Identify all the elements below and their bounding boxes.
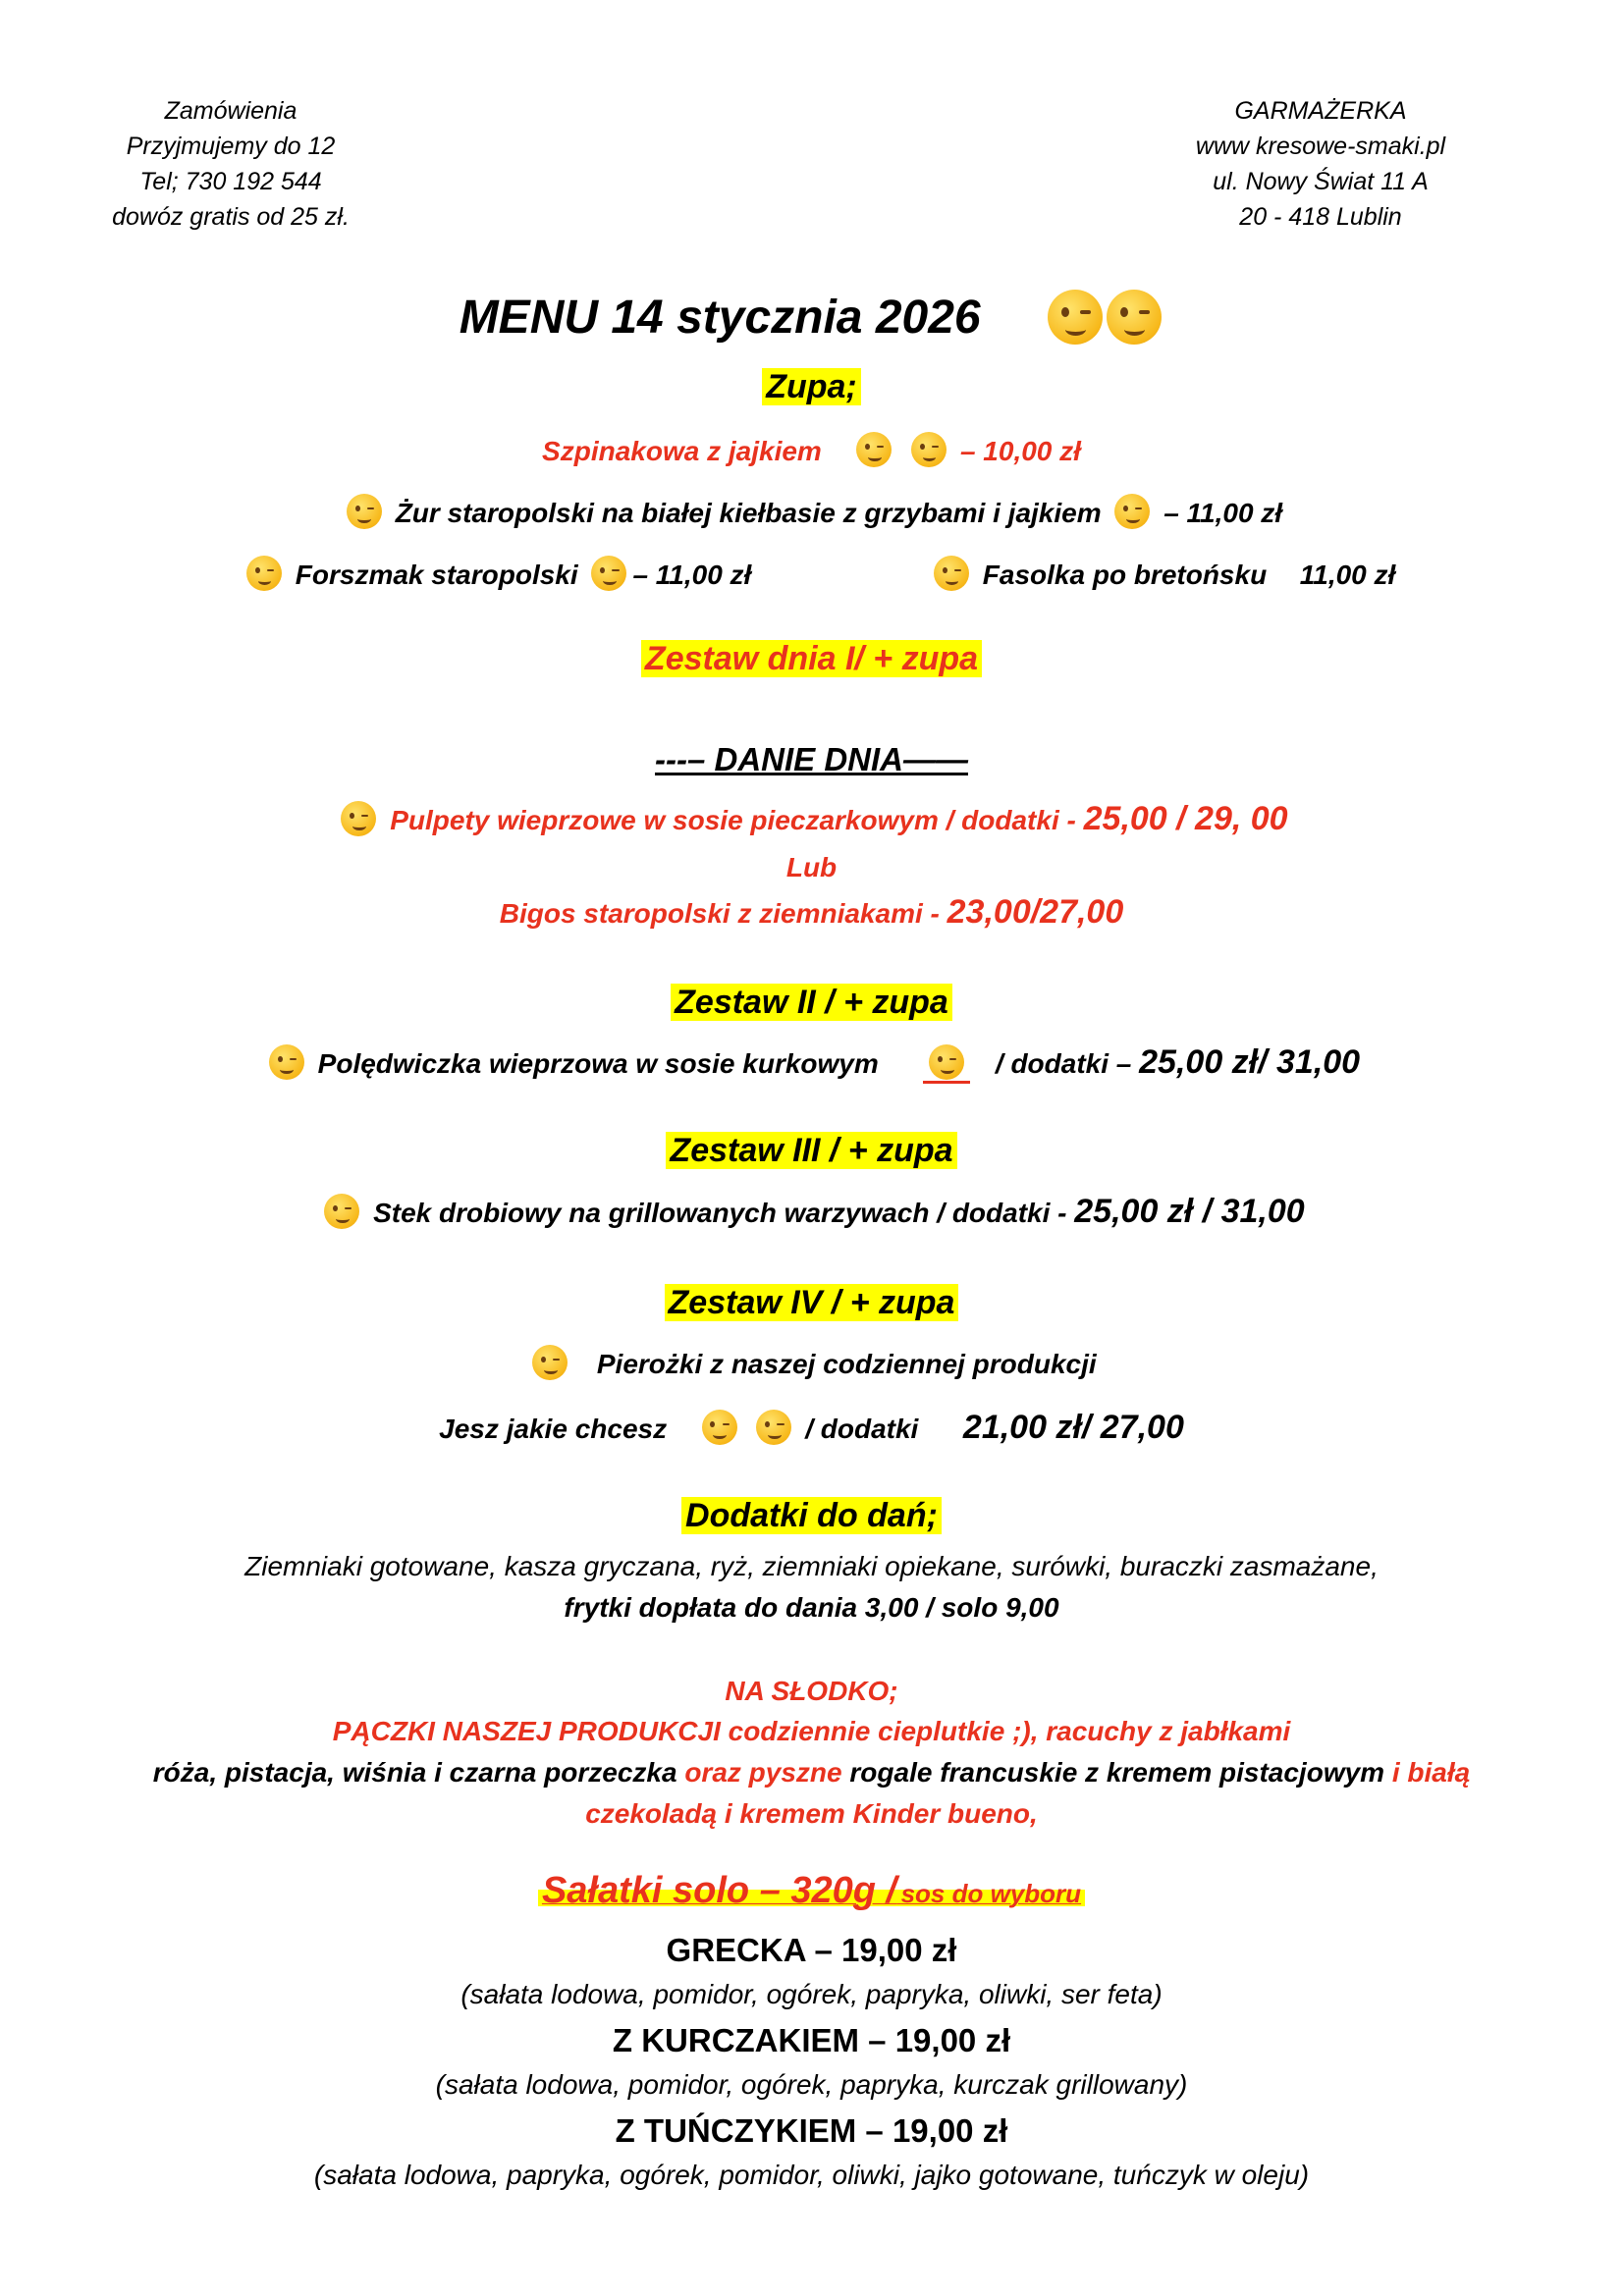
set-4-section [0, 1284, 1623, 1322]
salads-heading-sauce: sos do wyboru [900, 1879, 1082, 1908]
soup-item-szpinakowa [0, 432, 1623, 467]
item-name: Forszmak staropolski [295, 560, 578, 590]
set-1-item-pulpety [0, 800, 1623, 838]
salads-heading [538, 1870, 1085, 1911]
item-price: 25,00 / 29, 00 [1083, 800, 1288, 837]
item-name: Żur staropolski na białej kiełbasie z grzybami i jajkiem [395, 498, 1102, 528]
winking-face-icon [269, 1044, 304, 1080]
soup-heading: Zupa; [762, 368, 861, 405]
sides-surcharge: frytki dopłata do dania 3,00 / solo 9,00 [564, 1592, 1059, 1623]
winking-face-icon [324, 1194, 359, 1229]
sides-list: Ziemniaki gotowane, kasza gryczana, ryż, ziemniaki opiekane, surówki, buraczki zasmażane, [244, 1551, 1379, 1581]
sweets-heading: NA SŁODKO; [725, 1676, 898, 1706]
sweets-line-2 [0, 1757, 1623, 1789]
soup-item-zur [0, 494, 1623, 529]
item-name: Polędwiczka wieprzowa w sosie kurkowym [317, 1048, 879, 1079]
sweets-text: i białą [1391, 1757, 1471, 1788]
dish-of-the-day-heading: ---– DANIE DNIA—— [655, 741, 968, 777]
sweets-text: rogale francuskie z kremem pistacjowym [849, 1757, 1385, 1788]
soup-section [0, 368, 1623, 406]
set-4-heading: Zestaw IV / + zupa [665, 1284, 959, 1321]
item-extras: / dodatki [805, 1414, 919, 1444]
item-price: 25,00 zł/ 31,00 [1139, 1043, 1361, 1081]
winking-face-icon [934, 556, 969, 591]
item-price: 11,00 zł [1299, 560, 1396, 590]
item-name: Fasolka po bretońsku [982, 560, 1268, 590]
item-price: – 11,00 zł [1163, 498, 1283, 528]
salad-name: Z KURCZAKIEM – 19,00 zł [612, 2022, 1011, 2058]
salad-name: Z TUŃCZYKIEM – 19,00 zł [615, 2112, 1008, 2149]
order-info-line: Zamówienia [164, 97, 298, 125]
sweets-text: róża, pistacja, wiśnia i czarna porzeczka [152, 1757, 677, 1788]
item-name: Pierożki z naszej codziennej produkcji [596, 1349, 1097, 1379]
order-info-line: Tel; 730 192 544 [139, 168, 322, 195]
winking-face-icon [911, 432, 947, 467]
winking-face-icon [341, 801, 376, 836]
shop-info [1154, 93, 1488, 235]
or-label: Lub [785, 852, 838, 882]
order-info [88, 93, 373, 235]
item-name: Bigos staropolski z ziemniakami - [499, 898, 940, 929]
winking-face-icon [591, 556, 626, 591]
salad-description: (sałata lodowa, papryka, ogórek, pomidor, oliwki, jajko gotowane, tuńczyk w oleju) [313, 2160, 1310, 2190]
sides-section [0, 1497, 1623, 1535]
shop-city: 20 - 418 Lublin [1239, 203, 1402, 231]
order-info-line: dowóz gratis od 25 zł. [112, 203, 350, 231]
salad-description: (sałata lodowa, pomidor, ogórek, papryka, oliwki, ser feta) [460, 1979, 1163, 2009]
menu-title: MENU 14 stycznia 2026 [459, 292, 981, 344]
set-1-item-bigos [0, 893, 1623, 932]
item-price: 25,00 zł / 31,00 [1074, 1193, 1305, 1230]
shop-website: www kresowe-smaki.pl [1195, 133, 1446, 160]
sweets-text: oraz pyszne [684, 1757, 842, 1788]
item-price: – 10,00 zł [959, 436, 1081, 466]
menu-title-row [0, 290, 1623, 345]
sides-heading: Dodatki do dań; [681, 1497, 942, 1534]
winking-face-icon [347, 494, 382, 529]
winking-face-icon [702, 1410, 737, 1445]
sweets-line-1: PĄCZKI NASZEJ PRODUKCJI codziennie cieplutkie ;), racuchy z jabłkami [332, 1716, 1291, 1746]
salad-description: (sałata lodowa, pomidor, ogórek, papryka, kurczak grillowany) [435, 2069, 1188, 2100]
set-3-section [0, 1132, 1623, 1170]
winking-face-icon [246, 556, 282, 591]
set-2-heading: Zestaw II / + zupa [671, 984, 952, 1021]
salads-section [0, 1870, 1623, 1912]
set-1-heading: Zestaw dnia I/ + zupa [641, 640, 982, 677]
item-price: 23,00/27,00 [947, 893, 1124, 931]
winking-face-icon [756, 1410, 791, 1445]
set-3-heading: Zestaw III / + zupa [666, 1132, 956, 1169]
sweets-line-3: czekoladą i kremem Kinder bueno, [585, 1798, 1038, 1829]
winking-face-icon [1107, 290, 1162, 345]
shop-name: GARMAŻERKA [1234, 97, 1407, 125]
item-text: Jesz jakie chcesz [439, 1414, 668, 1444]
item-name: Stek drobiowy na grillowanych warzywach / dodatki - [373, 1198, 1067, 1228]
set-4-line-1 [0, 1345, 1623, 1380]
set-4-line-2 [0, 1409, 1623, 1447]
soup-item-fasolka [928, 556, 1395, 591]
set-2-item [0, 1043, 1623, 1084]
winking-face-icon [1048, 290, 1103, 345]
emoji-underline [923, 1044, 970, 1084]
set-3-item [0, 1193, 1623, 1231]
soup-item-forszmak [241, 556, 751, 591]
item-price: – 11,00 zł [632, 560, 752, 590]
item-extras: / dodatki – [995, 1048, 1132, 1079]
shop-street: ul. Nowy Świat 11 A [1213, 168, 1429, 195]
salad-name: GRECKA – 19,00 zł [666, 1932, 957, 1968]
salads-heading-main: Sałatki solo – 320g / [541, 1870, 897, 1911]
item-name: Pulpety wieprzowe w sosie pieczarkowym / dodatki - [390, 805, 1076, 835]
winking-face-icon [532, 1345, 568, 1380]
item-price: 21,00 zł/ 27,00 [962, 1409, 1184, 1446]
winking-face-icon [856, 432, 892, 467]
set-1-section [0, 640, 1623, 678]
order-info-line: Przyjmujemy do 12 [126, 133, 336, 160]
item-name: Szpinakowa z jajkiem [542, 436, 822, 466]
winking-face-icon [1114, 494, 1150, 529]
winking-face-icon [929, 1044, 964, 1080]
set-2-section [0, 984, 1623, 1022]
